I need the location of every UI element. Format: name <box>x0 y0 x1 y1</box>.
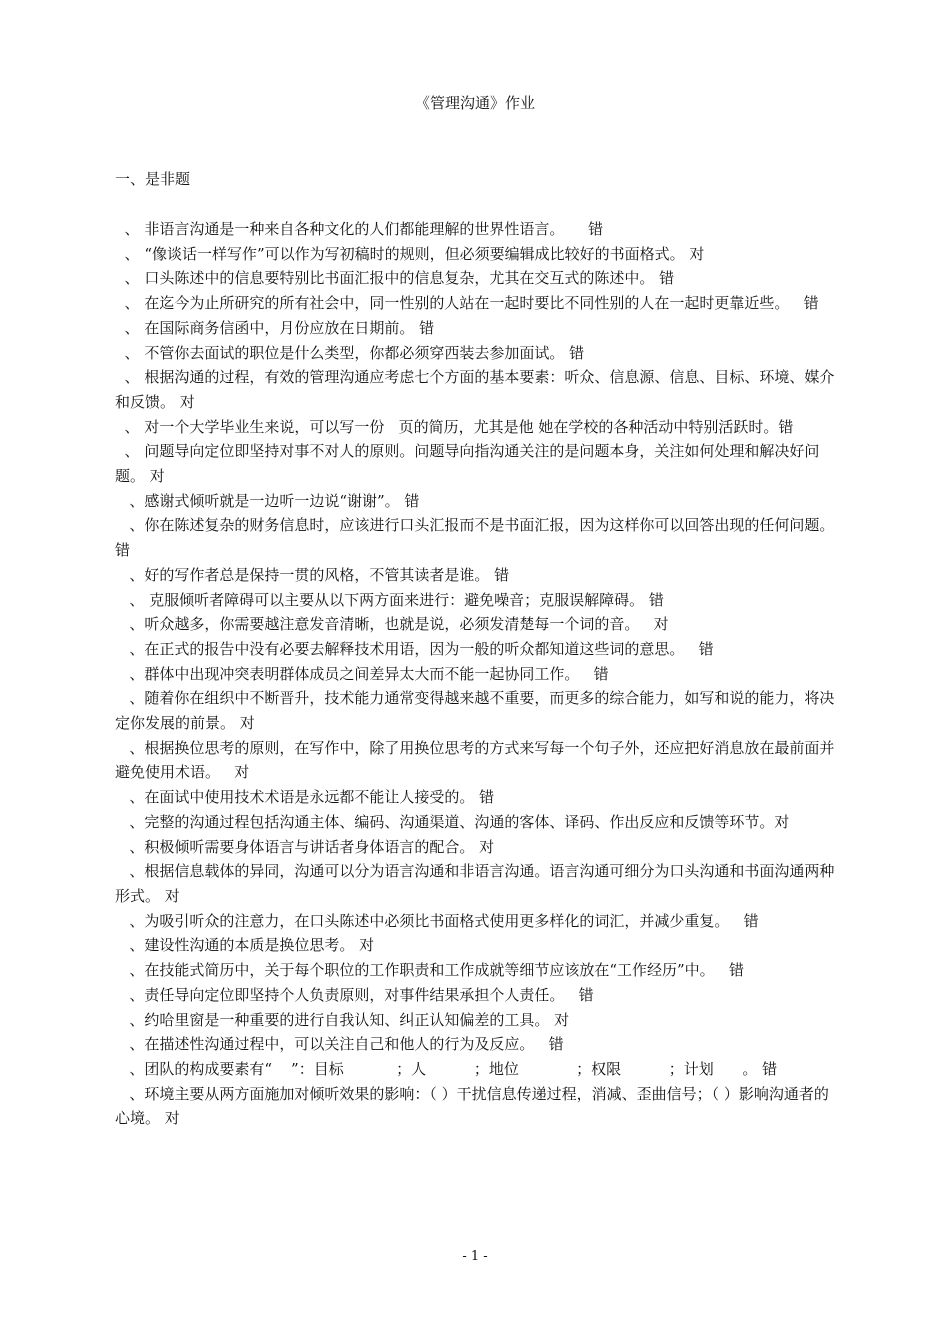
question-item: 、随着你在组织中不断晋升，技术能力通常变得越来越不重要，而更多的综合能力，如写和说的能力，将决定你发展的前景。 对 <box>115 689 835 733</box>
question-item: 、在面试中使用技术术语是永远都不能让人接受的。 错 <box>115 788 495 807</box>
question-item: 、在正式的报告中没有必要去解释技术用语，因为一般的听众都知道这些词的意思。 错 <box>115 639 714 658</box>
question-item: 、在描述性沟通过程中，可以关注自己和他人的行为及反应。 错 <box>115 1035 564 1054</box>
question-item: 、环境主要从两方面施加对倾听效果的影响：（ ）干扰信息传递过程，消减、歪曲信号；（ ）影响沟通者的心境。 对 <box>115 1084 829 1128</box>
section-heading: 一、是非题 <box>115 170 191 188</box>
question-item: 、根据信息载体的异同，沟通可以分为语言沟通和非语言沟通。语言沟通可细分为口头沟通和书面沟通两种形式。 对 <box>115 862 835 905</box>
question-item: 、 在国际商务信函中，月份应放在日期前。 错 <box>115 318 435 337</box>
question-item: 、 对一个大学毕业生来说，可以写一份 页的简历，尤其是他 她在学校的各种活动中特别活跃时。错 <box>115 417 794 436</box>
question-item: 、积极倾听需要身体语言与讲话者身体语言的配合。 对 <box>115 837 495 856</box>
true-false-question-list <box>115 217 840 1131</box>
question-item: 、 不管你去面试的职位是什么类型，你都必须穿西装去参加面试。 错 <box>115 343 585 362</box>
question-item: 、根据换位思考的原则，在写作中，除了用换位思考的方式来写每一个句子外，还应把好消息放在最前面并避免使用术语。 对 <box>115 738 835 782</box>
question-item: 、 非语言沟通是一种来自各种文化的人们都能理解的世界性语言。 错 <box>115 220 604 238</box>
question-item: 、为吸引听众的注意力，在口头陈述中必须比书面格式使用更多样化的词汇，并减少重复。 错 <box>115 911 759 930</box>
question-item: 、 在迄今为止所研究的所有社会中，同一性别的人站在一起时要比不同性别的人在一起时更靠近些。 错 <box>115 294 819 313</box>
question-item: 、团队的构成要素有“ ”：目标 ；人 ；地位 ；权限 ；计划 。 错 <box>115 1059 778 1078</box>
question-item: 、约哈里窗是一种重要的进行自我认知、纠正认知偏差的工具。 对 <box>115 1010 570 1029</box>
question-item: 、好的写作者总是保持一贯的风格，不管其读者是谁。 错 <box>115 565 510 584</box>
question-item: 、 问题导向定位即坚持对事不对人的原则。问题导向指沟通关注的是问题本身，关注如何处理和解决好问题。 对 <box>115 442 820 486</box>
question-item: 、感谢式倾听就是一边听一边说“谢谢”。 错 <box>115 491 420 510</box>
question-item: 、 “像谈话一样写作”可以作为写初稿时的规则，但必须要编辑成比较好的书面格式。 对 <box>115 244 705 263</box>
question-item: 、 根据沟通的过程，有效的管理沟通应考虑七个方面的基本要素：听众、信息源、信息、目标、环境、媒介和反馈。 对 <box>115 368 835 411</box>
question-item: 、你在陈述复杂的财务信息时，应该进行口头汇报而不是书面汇报，因为这样你可以回答出现的任何问题。 错 <box>115 516 840 560</box>
question-item: 、听众越多，你需要越注意发音清晰，也就是说，必须发清楚每一个词的音。 对 <box>115 615 669 634</box>
document-title: 《管理沟通》作业 <box>414 94 535 112</box>
question-item: 、 口头陈述中的信息要特别比书面汇报中的信息复杂，尤其在交互式的陈述中。 错 <box>115 269 675 288</box>
question-item: 、完整的沟通过程包括沟通主体、编码、沟通渠道、沟通的客体、译码、作出反应和反馈等环节。对 <box>115 812 790 831</box>
question-item: 、建设性沟通的本质是换位思考。 对 <box>115 936 375 955</box>
page-number: - 1 - <box>462 1249 488 1264</box>
question-item: 、 克服倾听者障碍可以主要从以下两方面来进行：避免噪音；克服误解障碍。 错 <box>115 590 664 609</box>
question-item: 、责任导向定位即坚持个人负责原则，对事件结果承担个人责任。 错 <box>115 985 594 1004</box>
question-item: 、在技能式简历中，关于每个职位的工作职责和工作成就等细节应该放在“工作经历”中。 错 <box>115 961 744 980</box>
question-item: 、群体中出现冲突表明群体成员之间差异太大而不能一起协同工作。 错 <box>115 664 609 683</box>
